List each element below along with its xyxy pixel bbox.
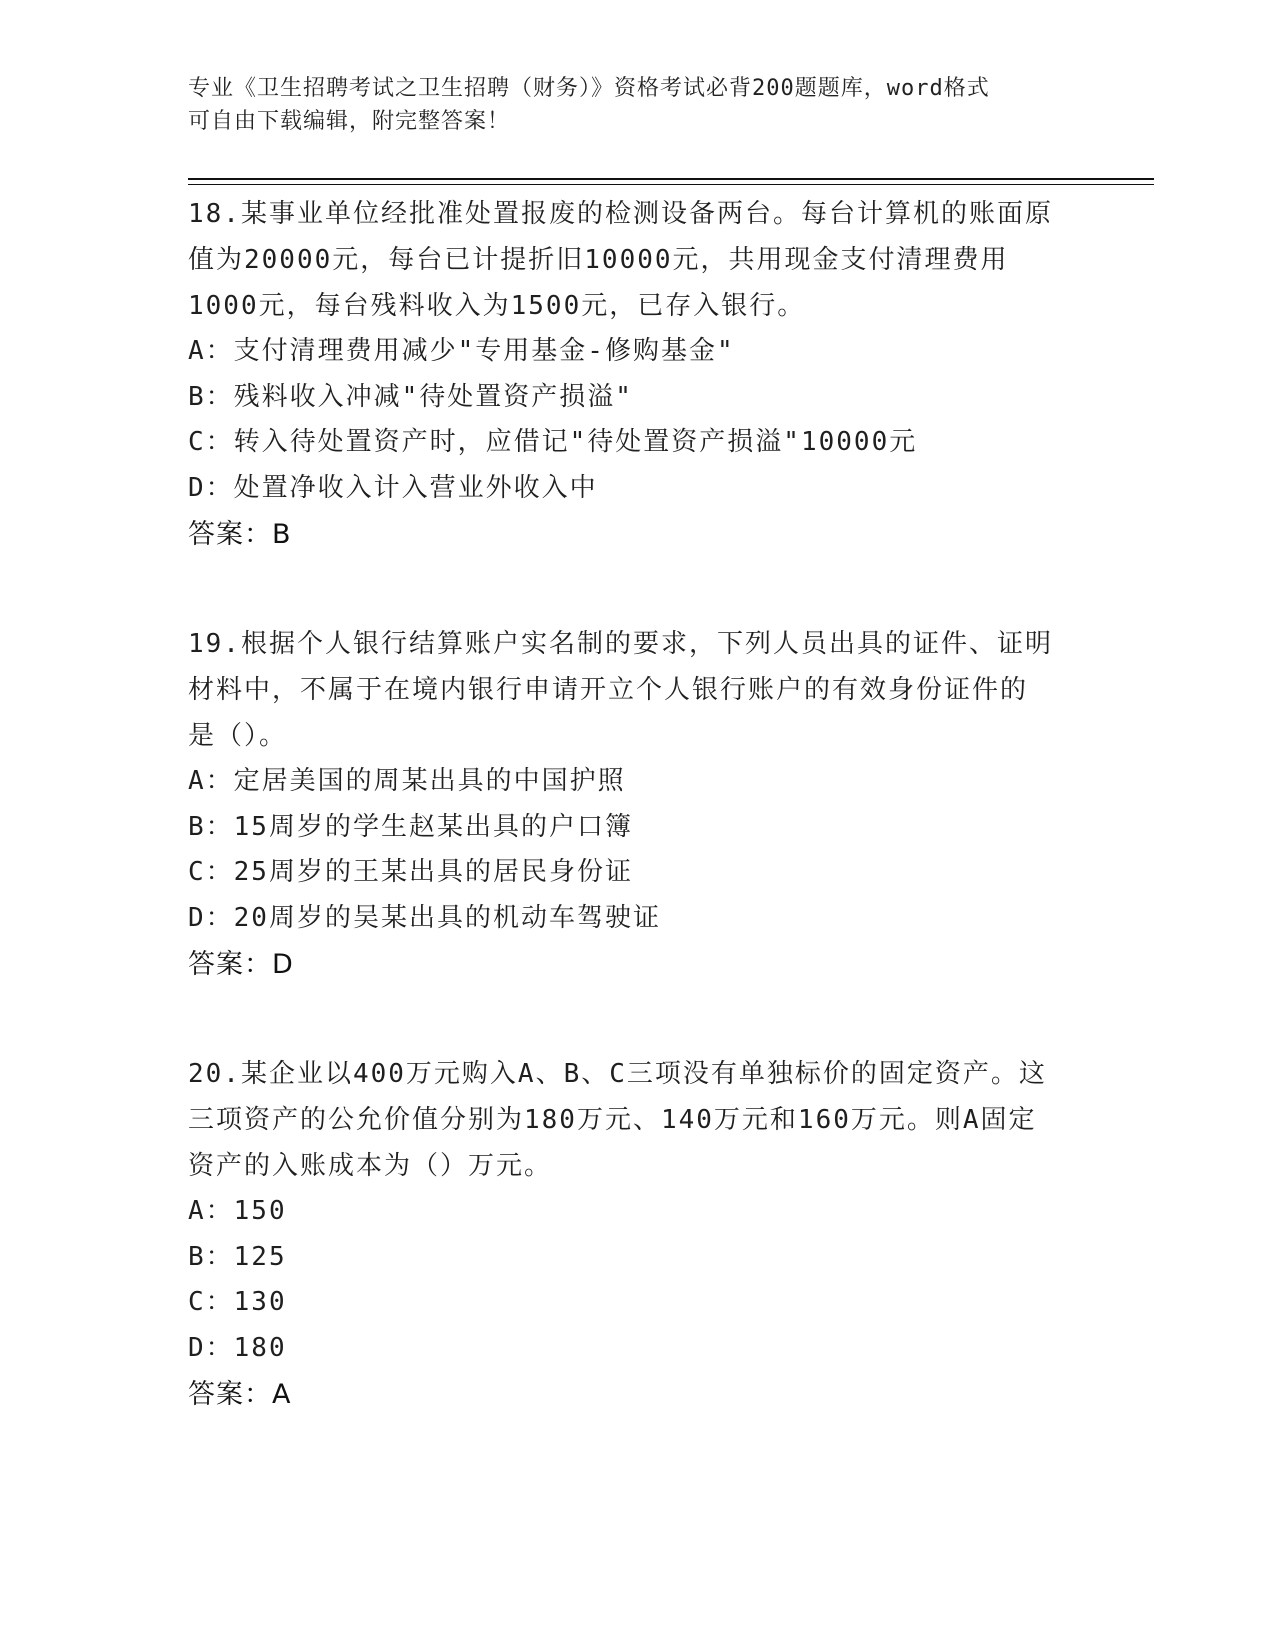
question-stem-line: 1000元，每台残料收入为1500元，已存入银行。 (188, 291, 806, 321)
option-a: A：150 (188, 1196, 287, 1226)
document-header (188, 72, 1088, 138)
option-b: B：残料收入冲减"待处置资产损溢" (188, 381, 633, 412)
header-divider (188, 178, 1154, 185)
option-c: C：130 (188, 1287, 287, 1317)
question-list (188, 191, 1088, 1481)
option-a: A：定居美国的周某出具的中国护照 (188, 766, 626, 796)
header-title-line-1: 专业《卫生招聘考试之卫生招聘（财务）》资格考试必背200题题库，word格式 (188, 76, 990, 101)
option-b: B：15周岁的学生赵某出具的户口簿 (188, 811, 633, 842)
option-d: D：处置净收入计入营业外收入中 (188, 472, 598, 503)
option-b: B：125 (188, 1241, 287, 1272)
question-stem-line: 20.某企业以400万元购入A、B、C三项没有单独标价的固定资产。这 (188, 1059, 1047, 1089)
option-c: C：转入待处置资产时，应借记"待处置资产损溢"10000元 (188, 427, 918, 457)
question-stem-line: 18.某事业单位经批准处置报废的检测设备两台。每台计算机的账面原 (188, 199, 1053, 229)
header-title-line-2: 可自由下载编辑，附完整答案！ (188, 109, 511, 134)
question-stem-line: 材料中，不属于在境内银行申请开立个人银行账户的有效身份证件的 (188, 675, 1029, 705)
question-19 (188, 621, 1088, 989)
question-stem-line: 三项资产的公允价值分别为180万元、140万元和160万元。则A固定 (188, 1105, 1037, 1135)
question-18 (188, 191, 1088, 559)
question-20 (188, 1051, 1088, 1419)
answer-line: 答案：B (188, 519, 292, 550)
option-a: A：支付清理费用减少"专用基金-修购基金" (188, 336, 735, 366)
question-stem-line: 资产的入账成本为（）万元。 (188, 1151, 553, 1181)
option-d: D：20周岁的吴某出具的机动车驾驶证 (188, 902, 661, 933)
question-stem-line: 19.根据个人银行结算账户实名制的要求，下列人员出具的证件、证明 (188, 629, 1053, 659)
question-stem-line: 值为20000元，每台已计提折旧10000元，共用现金支付清理费用 (188, 245, 1009, 275)
answer-line: 答案：D (188, 949, 294, 980)
question-stem-line: 是（）。 (188, 721, 288, 751)
option-c: C：25周岁的王某出具的居民身份证 (188, 857, 633, 887)
answer-line: 答案：A (188, 1379, 292, 1410)
option-d: D：180 (188, 1332, 287, 1363)
